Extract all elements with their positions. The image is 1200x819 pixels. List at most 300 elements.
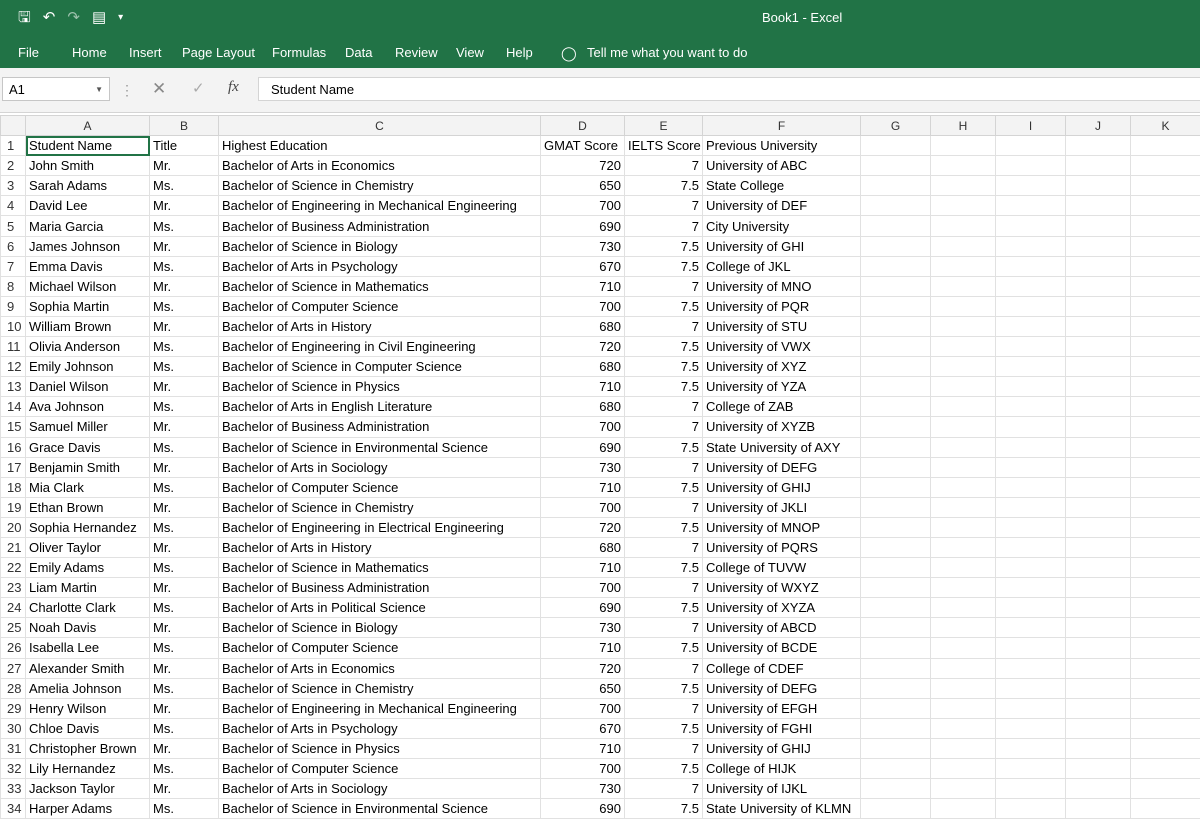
cell[interactable] xyxy=(1066,316,1131,336)
cell[interactable] xyxy=(861,658,931,678)
cell[interactable] xyxy=(1066,296,1131,316)
cell[interactable]: University of XYZA xyxy=(703,598,861,618)
cell[interactable]: 730 xyxy=(541,618,625,638)
cell[interactable] xyxy=(996,497,1066,517)
cell[interactable] xyxy=(861,638,931,658)
row-header[interactable]: 30 xyxy=(1,718,26,738)
cell[interactable] xyxy=(1066,799,1131,819)
cell[interactable] xyxy=(1131,578,1200,598)
cell[interactable] xyxy=(1066,156,1131,176)
cell[interactable]: Benjamin Smith xyxy=(26,457,150,477)
cell[interactable]: 710 xyxy=(541,638,625,658)
cell[interactable] xyxy=(861,377,931,397)
cell[interactable] xyxy=(861,216,931,236)
customize-toolbar-icon[interactable]: ▾ xyxy=(118,12,124,23)
cell[interactable]: Bachelor of Science in Chemistry xyxy=(219,678,541,698)
cell[interactable]: Ms. xyxy=(150,216,219,236)
cell[interactable]: 650 xyxy=(541,678,625,698)
cell[interactable]: College of TUVW xyxy=(703,558,861,578)
cell[interactable]: Michael Wilson xyxy=(26,276,150,296)
cell[interactable]: Bachelor of Arts in English Literature xyxy=(219,397,541,417)
cell[interactable] xyxy=(1131,256,1200,276)
cell[interactable] xyxy=(931,196,996,216)
cell[interactable]: Ms. xyxy=(150,357,219,377)
cell[interactable]: 730 xyxy=(541,457,625,477)
cell[interactable] xyxy=(1131,397,1200,417)
cell[interactable] xyxy=(1066,196,1131,216)
cell[interactable] xyxy=(996,377,1066,397)
cell[interactable]: Mr. xyxy=(150,196,219,216)
cell[interactable]: Bachelor of Arts in History xyxy=(219,316,541,336)
cell[interactable]: Mr. xyxy=(150,698,219,718)
column-header-b[interactable]: B xyxy=(150,116,219,136)
cell[interactable]: Bachelor of Engineering in Mechanical Engineering xyxy=(219,698,541,718)
cell[interactable]: 730 xyxy=(541,236,625,256)
cell[interactable]: Maria Garcia xyxy=(26,216,150,236)
cell[interactable] xyxy=(1131,618,1200,638)
cell[interactable] xyxy=(1066,578,1131,598)
cell[interactable] xyxy=(1066,738,1131,758)
cell[interactable] xyxy=(1131,437,1200,457)
row-header[interactable]: 27 xyxy=(1,658,26,678)
row-header[interactable]: 13 xyxy=(1,377,26,397)
row-header[interactable]: 20 xyxy=(1,517,26,537)
cell[interactable] xyxy=(1131,276,1200,296)
cell[interactable] xyxy=(931,638,996,658)
cell[interactable]: Bachelor of Arts in Economics xyxy=(219,658,541,678)
cell[interactable]: 720 xyxy=(541,337,625,357)
row-header[interactable]: 3 xyxy=(1,176,26,196)
cell[interactable]: Bachelor of Engineering in Electrical Engineering xyxy=(219,517,541,537)
cell[interactable]: Mr. xyxy=(150,779,219,799)
tab-insert[interactable]: Insert xyxy=(129,45,162,60)
cell[interactable] xyxy=(996,558,1066,578)
cell[interactable]: Emily Adams xyxy=(26,558,150,578)
cell[interactable] xyxy=(1131,658,1200,678)
cell[interactable]: Ms. xyxy=(150,638,219,658)
cell[interactable]: Bachelor of Arts in Psychology xyxy=(219,718,541,738)
column-header-f[interactable]: F xyxy=(703,116,861,136)
cell[interactable]: 7 xyxy=(625,779,703,799)
row-header[interactable]: 7 xyxy=(1,256,26,276)
cell[interactable] xyxy=(931,417,996,437)
cell[interactable] xyxy=(996,678,1066,698)
cell[interactable]: Bachelor of Arts in Sociology xyxy=(219,457,541,477)
cell[interactable]: 7 xyxy=(625,698,703,718)
column-header-g[interactable]: G xyxy=(861,116,931,136)
cell[interactable]: Bachelor of Computer Science xyxy=(219,759,541,779)
cell[interactable]: Ms. xyxy=(150,176,219,196)
cell[interactable]: College of JKL xyxy=(703,256,861,276)
column-header-k[interactable]: K xyxy=(1131,116,1200,136)
save-icon[interactable]: 🖫 xyxy=(18,9,31,26)
cell[interactable]: 700 xyxy=(541,759,625,779)
cell[interactable] xyxy=(931,558,996,578)
cell[interactable]: 7.5 xyxy=(625,477,703,497)
cell[interactable]: Noah Davis xyxy=(26,618,150,638)
cell[interactable] xyxy=(861,176,931,196)
cell[interactable]: Bachelor of Business Administration xyxy=(219,417,541,437)
cell[interactable]: 7.5 xyxy=(625,598,703,618)
cell[interactable]: Bachelor of Science in Physics xyxy=(219,738,541,758)
cell[interactable]: Mr. xyxy=(150,537,219,557)
cell[interactable] xyxy=(1066,477,1131,497)
column-header-a[interactable]: A xyxy=(26,116,150,136)
cell[interactable]: 710 xyxy=(541,276,625,296)
cell[interactable]: 7.5 xyxy=(625,558,703,578)
cell[interactable] xyxy=(931,537,996,557)
cell[interactable] xyxy=(996,397,1066,417)
cell[interactable] xyxy=(931,578,996,598)
cell[interactable] xyxy=(1066,136,1131,156)
cell[interactable] xyxy=(1131,417,1200,437)
cell[interactable]: Chloe Davis xyxy=(26,718,150,738)
cell[interactable] xyxy=(931,316,996,336)
cell[interactable] xyxy=(1131,718,1200,738)
cell[interactable] xyxy=(861,236,931,256)
cell[interactable]: University of DEF xyxy=(703,196,861,216)
cell[interactable] xyxy=(861,558,931,578)
cell[interactable]: University of MNOP xyxy=(703,517,861,537)
cell[interactable] xyxy=(861,517,931,537)
cell[interactable]: University of DEFG xyxy=(703,678,861,698)
cell[interactable]: 7 xyxy=(625,216,703,236)
cell[interactable]: Bachelor of Arts in Sociology xyxy=(219,779,541,799)
cell[interactable]: University of DEFG xyxy=(703,457,861,477)
cell[interactable] xyxy=(1131,176,1200,196)
cell[interactable] xyxy=(996,658,1066,678)
cell[interactable] xyxy=(996,316,1066,336)
cell[interactable]: 700 xyxy=(541,196,625,216)
cell[interactable] xyxy=(861,759,931,779)
cell[interactable] xyxy=(931,759,996,779)
cell[interactable] xyxy=(1131,357,1200,377)
cell[interactable] xyxy=(1131,196,1200,216)
row-header[interactable]: 23 xyxy=(1,578,26,598)
cell[interactable]: Bachelor of Science in Computer Science xyxy=(219,357,541,377)
cell[interactable]: 7.5 xyxy=(625,759,703,779)
cell[interactable]: 650 xyxy=(541,176,625,196)
cell[interactable]: University of XYZB xyxy=(703,417,861,437)
cell[interactable]: Ms. xyxy=(150,678,219,698)
cell[interactable]: Ms. xyxy=(150,296,219,316)
cell[interactable]: Bachelor of Arts in Psychology xyxy=(219,256,541,276)
cell[interactable] xyxy=(996,578,1066,598)
cell[interactable]: State College xyxy=(703,176,861,196)
cell[interactable]: Henry Wilson xyxy=(26,698,150,718)
cell[interactable] xyxy=(931,136,996,156)
column-header-d[interactable]: D xyxy=(541,116,625,136)
cell[interactable] xyxy=(1131,638,1200,658)
cell[interactable] xyxy=(1066,517,1131,537)
formula-bar-input[interactable]: Student Name xyxy=(258,77,1200,101)
cell[interactable]: 7 xyxy=(625,316,703,336)
cell[interactable]: Bachelor of Business Administration xyxy=(219,578,541,598)
cell[interactable]: Bachelor of Arts in History xyxy=(219,537,541,557)
cell[interactable] xyxy=(996,216,1066,236)
row-header[interactable]: 28 xyxy=(1,678,26,698)
tab-formulas[interactable]: Formulas xyxy=(272,45,327,60)
cell[interactable]: University of PQR xyxy=(703,296,861,316)
cell[interactable] xyxy=(931,437,996,457)
cell[interactable] xyxy=(861,738,931,758)
cell[interactable] xyxy=(931,397,996,417)
row-header[interactable]: 4 xyxy=(1,196,26,216)
cell[interactable]: Bachelor of Science in Chemistry xyxy=(219,176,541,196)
cell[interactable]: 7.5 xyxy=(625,517,703,537)
row-header[interactable]: 18 xyxy=(1,477,26,497)
cell[interactable] xyxy=(861,256,931,276)
cell[interactable]: 680 xyxy=(541,357,625,377)
cell[interactable] xyxy=(931,216,996,236)
cell[interactable] xyxy=(861,417,931,437)
cell[interactable]: 7 xyxy=(625,578,703,598)
cell[interactable]: Emma Davis xyxy=(26,256,150,276)
cell[interactable]: Bachelor of Arts in Economics xyxy=(219,156,541,176)
cell[interactable]: College of CDEF xyxy=(703,658,861,678)
cell[interactable] xyxy=(1066,276,1131,296)
cell[interactable] xyxy=(861,678,931,698)
cell[interactable] xyxy=(861,477,931,497)
cell[interactable]: 700 xyxy=(541,296,625,316)
cell[interactable]: Sophia Hernandez xyxy=(26,517,150,537)
cell[interactable] xyxy=(1131,216,1200,236)
cell[interactable]: 7 xyxy=(625,417,703,437)
cell[interactable]: Mr. xyxy=(150,658,219,678)
cell[interactable]: Mr. xyxy=(150,497,219,517)
cell[interactable] xyxy=(1066,437,1131,457)
select-all-button[interactable] xyxy=(1,116,26,136)
cell[interactable]: Bachelor of Science in Biology xyxy=(219,618,541,638)
cell[interactable]: Bachelor of Science in Mathematics xyxy=(219,558,541,578)
cell[interactable]: Olivia Anderson xyxy=(26,337,150,357)
enter-icon[interactable]: ✓ xyxy=(192,80,205,97)
cell[interactable] xyxy=(931,779,996,799)
cell[interactable] xyxy=(931,337,996,357)
cell[interactable] xyxy=(861,497,931,517)
cell[interactable] xyxy=(931,799,996,819)
cell[interactable] xyxy=(996,738,1066,758)
cell[interactable] xyxy=(861,136,931,156)
cell[interactable]: Ms. xyxy=(150,759,219,779)
cell[interactable]: State University of AXY xyxy=(703,437,861,457)
row-header[interactable]: 17 xyxy=(1,457,26,477)
row-header[interactable]: 21 xyxy=(1,537,26,557)
cell[interactable] xyxy=(861,276,931,296)
cell[interactable] xyxy=(861,537,931,557)
column-header-e[interactable]: E xyxy=(625,116,703,136)
cell[interactable] xyxy=(861,156,931,176)
row-header[interactable]: 1 xyxy=(1,136,26,156)
cell[interactable]: 700 xyxy=(541,698,625,718)
cell[interactable] xyxy=(931,256,996,276)
cell[interactable] xyxy=(861,296,931,316)
cell[interactable] xyxy=(931,357,996,377)
cell[interactable] xyxy=(996,537,1066,557)
cell[interactable]: Amelia Johnson xyxy=(26,678,150,698)
cell[interactable] xyxy=(1131,236,1200,256)
cell[interactable]: Bachelor of Science in Environmental Science xyxy=(219,799,541,819)
cell[interactable] xyxy=(1066,457,1131,477)
cell[interactable]: Bachelor of Arts in Political Science xyxy=(219,598,541,618)
cell[interactable]: University of ABCD xyxy=(703,618,861,638)
cell[interactable]: John Smith xyxy=(26,156,150,176)
cell[interactable]: 7.5 xyxy=(625,678,703,698)
cell[interactable]: Ms. xyxy=(150,477,219,497)
cell[interactable] xyxy=(996,779,1066,799)
cell[interactable]: Mr. xyxy=(150,738,219,758)
cell[interactable] xyxy=(1066,417,1131,437)
cell[interactable]: Ethan Brown xyxy=(26,497,150,517)
cell[interactable]: Mr. xyxy=(150,578,219,598)
cell[interactable]: Lily Hernandez xyxy=(26,759,150,779)
cell[interactable]: Mr. xyxy=(150,457,219,477)
cell[interactable]: Sophia Martin xyxy=(26,296,150,316)
cell[interactable]: Bachelor of Computer Science xyxy=(219,638,541,658)
cell[interactable]: Bachelor of Engineering in Civil Engineering xyxy=(219,337,541,357)
cell[interactable]: 7.5 xyxy=(625,176,703,196)
cell[interactable]: Ms. xyxy=(150,799,219,819)
cell[interactable] xyxy=(996,477,1066,497)
column-header-i[interactable]: I xyxy=(996,116,1066,136)
row-header[interactable]: 9 xyxy=(1,296,26,316)
cell[interactable]: Ms. xyxy=(150,337,219,357)
cell[interactable]: 680 xyxy=(541,316,625,336)
cell[interactable] xyxy=(1066,638,1131,658)
cell[interactable]: 7.5 xyxy=(625,377,703,397)
cell[interactable] xyxy=(1066,176,1131,196)
cell[interactable] xyxy=(996,236,1066,256)
cell[interactable] xyxy=(996,718,1066,738)
cell[interactable] xyxy=(1131,296,1200,316)
cell[interactable] xyxy=(861,718,931,738)
cell[interactable]: Ava Johnson xyxy=(26,397,150,417)
cell[interactable] xyxy=(931,598,996,618)
cell[interactable]: Mr. xyxy=(150,618,219,638)
cell[interactable]: Liam Martin xyxy=(26,578,150,598)
cell[interactable] xyxy=(1066,618,1131,638)
cell[interactable] xyxy=(1066,658,1131,678)
cell[interactable] xyxy=(1066,718,1131,738)
cancel-icon[interactable]: ✕ xyxy=(152,79,167,98)
cell[interactable]: Ms. xyxy=(150,718,219,738)
cell[interactable] xyxy=(1066,256,1131,276)
row-header[interactable]: 11 xyxy=(1,337,26,357)
cell[interactable]: University of GHIJ xyxy=(703,477,861,497)
cell[interactable]: 7.5 xyxy=(625,256,703,276)
cell[interactable]: Bachelor of Computer Science xyxy=(219,477,541,497)
row-header[interactable]: 12 xyxy=(1,357,26,377)
cell[interactable]: University of STU xyxy=(703,316,861,336)
cell[interactable]: University of YZA xyxy=(703,377,861,397)
cell[interactable]: 7 xyxy=(625,397,703,417)
row-header[interactable]: 16 xyxy=(1,437,26,457)
cell[interactable]: University of EFGH xyxy=(703,698,861,718)
cell[interactable]: 7 xyxy=(625,156,703,176)
cell[interactable]: Isabella Lee xyxy=(26,638,150,658)
cell[interactable]: Mr. xyxy=(150,156,219,176)
cell[interactable] xyxy=(996,799,1066,819)
cell[interactable] xyxy=(1131,517,1200,537)
cell[interactable]: Highest Education xyxy=(219,136,541,156)
row-header[interactable]: 15 xyxy=(1,417,26,437)
cell[interactable] xyxy=(1066,497,1131,517)
cell[interactable] xyxy=(931,276,996,296)
cell[interactable] xyxy=(1131,759,1200,779)
cell[interactable] xyxy=(1066,377,1131,397)
cell[interactable]: 690 xyxy=(541,799,625,819)
row-header[interactable]: 32 xyxy=(1,759,26,779)
cell[interactable] xyxy=(861,698,931,718)
cell[interactable] xyxy=(1066,779,1131,799)
cell[interactable]: 7 xyxy=(625,658,703,678)
cell[interactable] xyxy=(861,357,931,377)
cell[interactable]: 670 xyxy=(541,256,625,276)
cell[interactable]: 7 xyxy=(625,537,703,557)
cell[interactable] xyxy=(931,517,996,537)
cell[interactable]: 720 xyxy=(541,156,625,176)
cell[interactable]: 7.5 xyxy=(625,799,703,819)
cell[interactable]: 7 xyxy=(625,276,703,296)
cell[interactable] xyxy=(861,598,931,618)
cell[interactable]: College of ZAB xyxy=(703,397,861,417)
cell[interactable]: Mia Clark xyxy=(26,477,150,497)
undo-icon[interactable]: ↶ xyxy=(42,9,56,26)
cell[interactable] xyxy=(996,276,1066,296)
cell[interactable] xyxy=(861,316,931,336)
cell[interactable] xyxy=(996,136,1066,156)
cell[interactable] xyxy=(931,658,996,678)
cell[interactable]: William Brown xyxy=(26,316,150,336)
row-header[interactable]: 24 xyxy=(1,598,26,618)
cell[interactable]: 680 xyxy=(541,397,625,417)
cell[interactable]: 7.5 xyxy=(625,236,703,256)
cell[interactable]: University of PQRS xyxy=(703,537,861,557)
cell[interactable]: 700 xyxy=(541,497,625,517)
cell[interactable] xyxy=(1066,236,1131,256)
cell[interactable]: Bachelor of Science in Physics xyxy=(219,377,541,397)
cell[interactable]: College of HIJK xyxy=(703,759,861,779)
tab-review[interactable]: Review xyxy=(395,45,438,60)
cell[interactable] xyxy=(931,618,996,638)
cell[interactable] xyxy=(1066,558,1131,578)
cell[interactable]: 7.5 xyxy=(625,638,703,658)
cell[interactable]: Bachelor of Science in Biology xyxy=(219,236,541,256)
cell[interactable] xyxy=(861,337,931,357)
cell[interactable]: 730 xyxy=(541,779,625,799)
cell[interactable] xyxy=(996,598,1066,618)
cell[interactable]: University of MNO xyxy=(703,276,861,296)
cell[interactable] xyxy=(996,176,1066,196)
cell[interactable] xyxy=(996,357,1066,377)
cell[interactable] xyxy=(996,196,1066,216)
tab-home[interactable]: Home xyxy=(72,45,107,60)
cell[interactable]: City University xyxy=(703,216,861,236)
cell[interactable]: 7 xyxy=(625,196,703,216)
cell[interactable] xyxy=(1066,698,1131,718)
cell[interactable] xyxy=(996,437,1066,457)
cell[interactable]: University of VWX xyxy=(703,337,861,357)
cell[interactable]: 7 xyxy=(625,497,703,517)
cell[interactable] xyxy=(1131,598,1200,618)
tab-file[interactable]: File xyxy=(18,45,39,60)
column-header-h[interactable]: H xyxy=(931,116,996,136)
cell[interactable]: Mr. xyxy=(150,417,219,437)
cell[interactable]: Ms. xyxy=(150,437,219,457)
cell[interactable] xyxy=(1066,598,1131,618)
cell[interactable] xyxy=(1131,678,1200,698)
cell[interactable] xyxy=(1131,457,1200,477)
